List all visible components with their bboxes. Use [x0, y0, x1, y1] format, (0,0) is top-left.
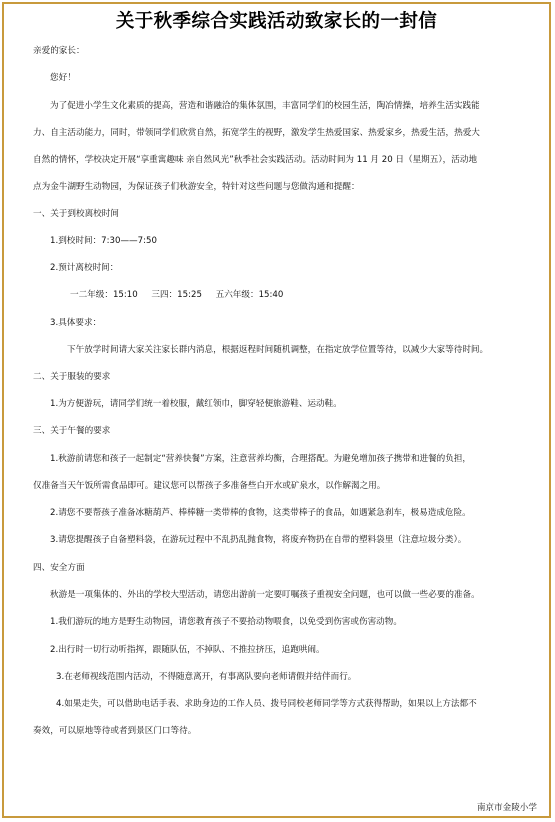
arrival-time: 1.到校时间：7:30——7:50	[50, 236, 157, 246]
lunch-item: 1.秋游前请您和孩子一起制定“营养快餐”方案，注意营养均衡，合理搭配。为避免增加孩子携带和进餐的负担，	[50, 454, 472, 464]
intro-line: 力、自主活动能力，同时，带领同学们欣赏自然，拓宽学生的视野，激发学生热爱国家、热爱家乡，热爱生活，热爱大	[33, 128, 480, 138]
requirement-label: 3.具体要求：	[50, 318, 102, 328]
safety-item: 奏效，可以原地等待或者到景区门口等待。	[33, 726, 197, 736]
departure-label: 2.预计离校时间：	[50, 263, 119, 273]
section-heading-lunch: 三、关于午餐的要求	[33, 426, 111, 436]
letter-title: 关于秋季综合实践活动致家长的一封信	[115, 11, 438, 32]
lunch-item: 2.请您不要帮孩子准备冰糖葫芦、棒棒糖一类带棒的食物，这类带棒子的食品，如遇紧急刹车，极易造成危险。	[50, 508, 471, 518]
lunch-item: 3.请您提醒孩子自备塑料袋，在游玩过程中不乱扔乱抛食物，将废弃物扔在自带的塑料袋里（注意垃圾分类）。	[50, 535, 467, 545]
safety-item: 3.在老师视线范围内活动，不得随意离开，有事离队要向老师请假并结伴而行。	[56, 672, 357, 682]
section-heading-times: 一、关于到校离校时间	[33, 209, 119, 219]
salutation: 亲爱的家长：	[33, 46, 85, 56]
clothing-item: 1.为方便游玩，请同学们统一着校服，戴红领巾，脚穿轻便旅游鞋、运动鞋。	[50, 399, 342, 409]
safety-item: 2.出行时一切行动听指挥，跟随队伍，不掉队、不推拉挤压，追跑哄闹。	[50, 645, 325, 655]
requirement-text: 下午放学时间请大家关注家长群内消息，根据返程时间随机调整，在指定放学位置等待，以减少大家等待时间。	[67, 345, 489, 355]
safety-item: 4.如果走失，可以借助电话手表、求助身边的工作人员、拨号同校老师同学等方式获得帮助，如果以上方法都不	[56, 699, 477, 709]
intro-line: 点为金牛湖野生动物园，为保证孩子们秋游安全，特针对这些问题与您做沟通和提醒：	[33, 182, 360, 192]
intro-line: 自然的情怀，学校决定开展“享重寓趣味 亲自然风光”秋季社会实践活动。活动时间为 11 月 20 日（星期五），活动地	[33, 155, 478, 165]
signature: 南京市金陵小学	[476, 803, 537, 813]
section-heading-clothing: 二、关于服装的要求	[33, 372, 111, 382]
intro-line: 为了促进小学生文化素质的提高，营造和谐融洽的集体氛围，丰富同学们的校园生活，陶冶情操，培养生活实践能	[50, 101, 480, 111]
section-heading-safety: 四、安全方面	[33, 563, 85, 573]
greeting: 您好！	[50, 73, 76, 83]
departure-times: 一二年级：15:10 三四：15:25 五六年级：15:40	[70, 290, 284, 300]
lunch-item: 仅准备当天午饭所需食品即可。建议您可以帮孩子多准备些白开水或矿泉水，以作解渴之用。	[33, 481, 386, 491]
letter-page	[2, 2, 551, 818]
safety-item: 1.我们游玩的地方是野生动物园，请您教育孩子不要拾动物喂食，以免受到伤害或伤害动物。	[50, 617, 402, 627]
safety-intro: 秋游是一项集体的、外出的学校大型活动，请您出游前一定要叮嘱孩子重视安全问题，也可以做一些必要的准备。	[50, 590, 480, 600]
